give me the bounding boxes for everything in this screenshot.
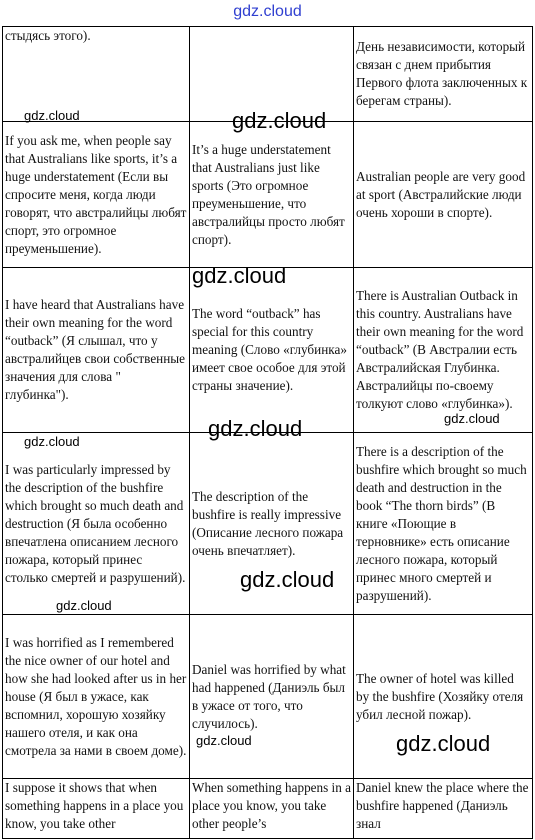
watermark: gdz.cloud	[240, 567, 335, 592]
table-cell-col1: I was particularly impressed by the description of the bushfire which brought so much death and destruction (Я была особенно впечатлена описанием лесного пожара, который принес столько смертей и разрушений).	[3, 433, 190, 615]
watermark: gdz.cloud	[24, 108, 80, 123]
answer-table	[2, 26, 533, 839]
table-cell-col1: If you ask me, when people say that Australians like sports, it’s a huge understatement (Если вы спросите меня, когда люди говорят, что австралийцы любят спорт, это огромное преуменьшение).	[3, 122, 190, 268]
table-cell-col1: I was horrified as I remembered the nice owner of our hotel and how she had looked after us in her house (Я был в ужасе, как вспомнил, хорошую хозяйку нашего отеля, и как она смотрела за нами в своем доме).	[3, 615, 190, 779]
table-row	[3, 779, 533, 839]
table-row	[3, 615, 533, 779]
table-cell-col3: There is Australian Outback in this country. Australians have their own meaning for the word “outback” (В Австралии есть Австралийская Глубинка. Австралийцы по-своему толкуют слово «глубинка»).	[354, 268, 533, 433]
table-cell-col2: Daniel was horrified by what had happened (Даниэль был в ужасе от того, что случилось).	[190, 615, 354, 779]
table-row	[3, 268, 533, 433]
table-cell-col3: There is a description of the bushfire which brought so much death and destruction in the book “The thorn birds” (В книге «Поющие в терновнике» есть описание лесного пожара, который принес много смертей и разрушений).	[354, 433, 533, 615]
table-cell-col3: The owner of hotel was killed by the bushfire (Хозяйку отеля убил лесной пожар).	[354, 615, 533, 779]
table-cell-col1: стыдясь этого).	[3, 27, 190, 122]
watermark: gdz.cloud	[196, 733, 252, 748]
watermark: gdz.cloud	[396, 731, 491, 756]
site-name[interactable]: gdz.cloud	[233, 3, 302, 20]
watermark: gdz.cloud	[24, 434, 80, 449]
watermark: gdz.cloud	[208, 416, 303, 441]
table-cell-col2: The word “outback” has special for this country meaning (Слово «глубинка» имеет свое особое для этой страны значение).	[190, 268, 354, 433]
table-cell-col3: День независимости, который связан с днем прибытия Первого флота заключенных к берегам страны).	[354, 27, 533, 122]
site-header	[0, 0, 535, 26]
watermark: gdz.cloud	[232, 108, 327, 133]
table-row	[3, 433, 533, 615]
table-row	[3, 122, 533, 268]
table-cell-col2: The description of the bushfire is really impressive (Описание лесного пожара очень впечатляет).	[190, 433, 354, 615]
table-row	[3, 27, 533, 122]
table-cell-col1: I suppose it shows that when something happens in a place you know, you take other	[3, 779, 190, 839]
table-cell-col2: When something happens in a place you know, you take other people’s	[190, 779, 354, 839]
table-cell-col2: It’s a huge understatement that Australians just like sports (Это огромное преуменьшение, что австралийцы просто любят спорт).	[190, 122, 354, 268]
table-cell-col3: Daniel knew the place where the bushfire happened (Даниэль знал	[354, 779, 533, 839]
watermark: gdz.cloud	[444, 411, 500, 426]
watermark: gdz.cloud	[56, 598, 112, 613]
table-cell-col3: Australian people are very good at sport (Австралийские люди очень хороши в спорте).	[354, 122, 533, 268]
watermark: gdz.cloud	[192, 263, 287, 288]
table-cell-col1: I have heard that Australians have their own meaning for the word “outback” (Я слышал, что у австралийцев свои собственные значения для слова " глубинка").	[3, 268, 190, 433]
table-cell-col2	[190, 27, 354, 122]
